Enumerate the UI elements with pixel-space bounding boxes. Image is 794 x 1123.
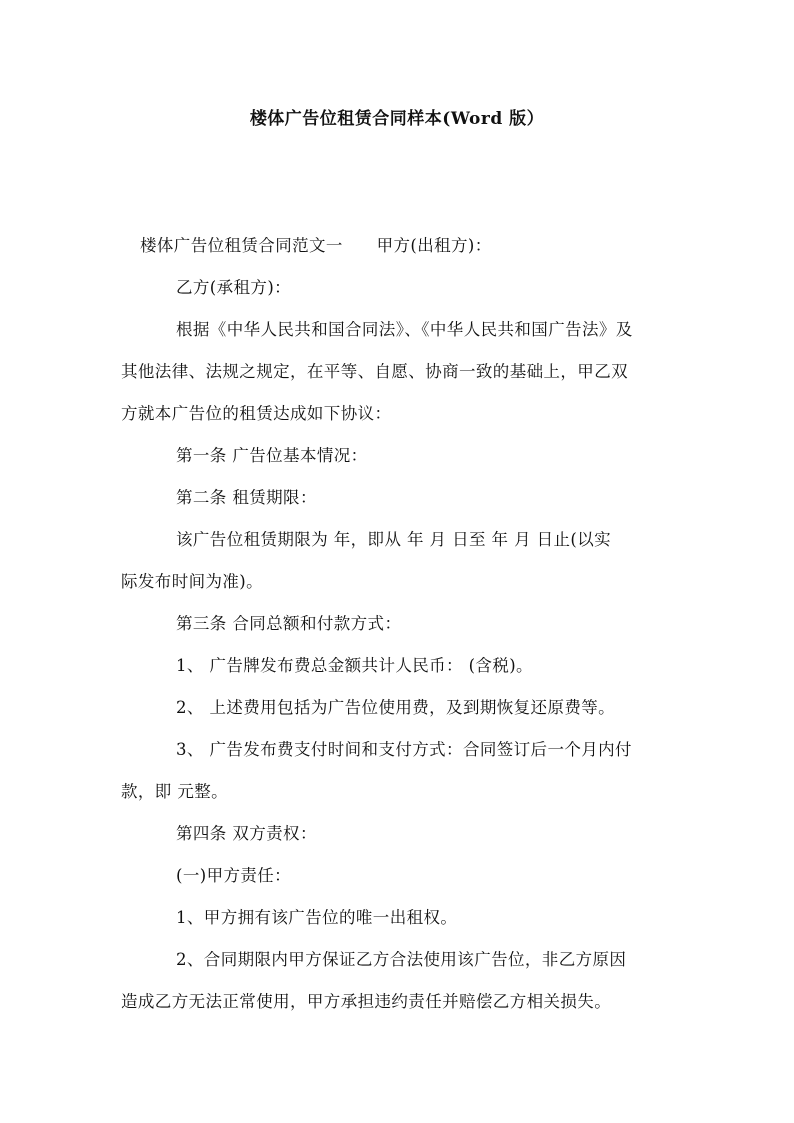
paragraph-line: 该广告位租赁期限为 年，即从 年 月 日至 年 月 日止(以实 (176, 530, 612, 549)
list-item: 2、 上述费用包括为广告位使用费，及到期恢复还原费等。 (176, 698, 616, 717)
paragraph-line: 其他法律、法规之规定，在平等、自愿、协商一致的基础上，甲乙双 (121, 362, 628, 381)
paragraph-line: 际发布时间为准)。 (121, 572, 264, 591)
list-item: 3、 广告发布费支付时间和支付方式：合同签订后一个月内付 (176, 740, 632, 759)
article-heading: 第四条 双方责权： (176, 824, 317, 843)
section-heading: (一)甲方责任： (176, 866, 292, 885)
list-item: 1、甲方拥有该广告位的唯一出租权。 (176, 908, 458, 927)
document-title: 楼体广告位租赁合同样本(Word 版） (249, 109, 545, 129)
article-heading: 第三条 合同总额和付款方式： (176, 614, 402, 633)
list-item: 1、 广告牌发布费总金额共计人民币： (含税)。 (176, 656, 533, 675)
list-item: 2、合同期限内甲方保证乙方合法使用该广告位，非乙方原因 (176, 950, 627, 969)
article-heading: 第二条 租赁期限： (176, 488, 317, 507)
paragraph-line: 款，即 元整。 (121, 782, 229, 801)
paragraph-line: 乙方(承租方)： (176, 278, 292, 297)
paragraph-line: 造成乙方无法正常使用，甲方承担违约责任并赔偿乙方相关损失。 (121, 992, 612, 1011)
article-heading: 第一条 广告位基本情况： (176, 446, 368, 465)
paragraph-line: 楼体广告位租赁合同范文一 甲方(出租方)： (140, 236, 492, 255)
paragraph-line: 方就本广告位的租赁达成如下协议： (121, 404, 392, 423)
paragraph-line: 根据《中华人民共和国合同法》、《中华人民共和国广告法》及 (176, 320, 633, 339)
